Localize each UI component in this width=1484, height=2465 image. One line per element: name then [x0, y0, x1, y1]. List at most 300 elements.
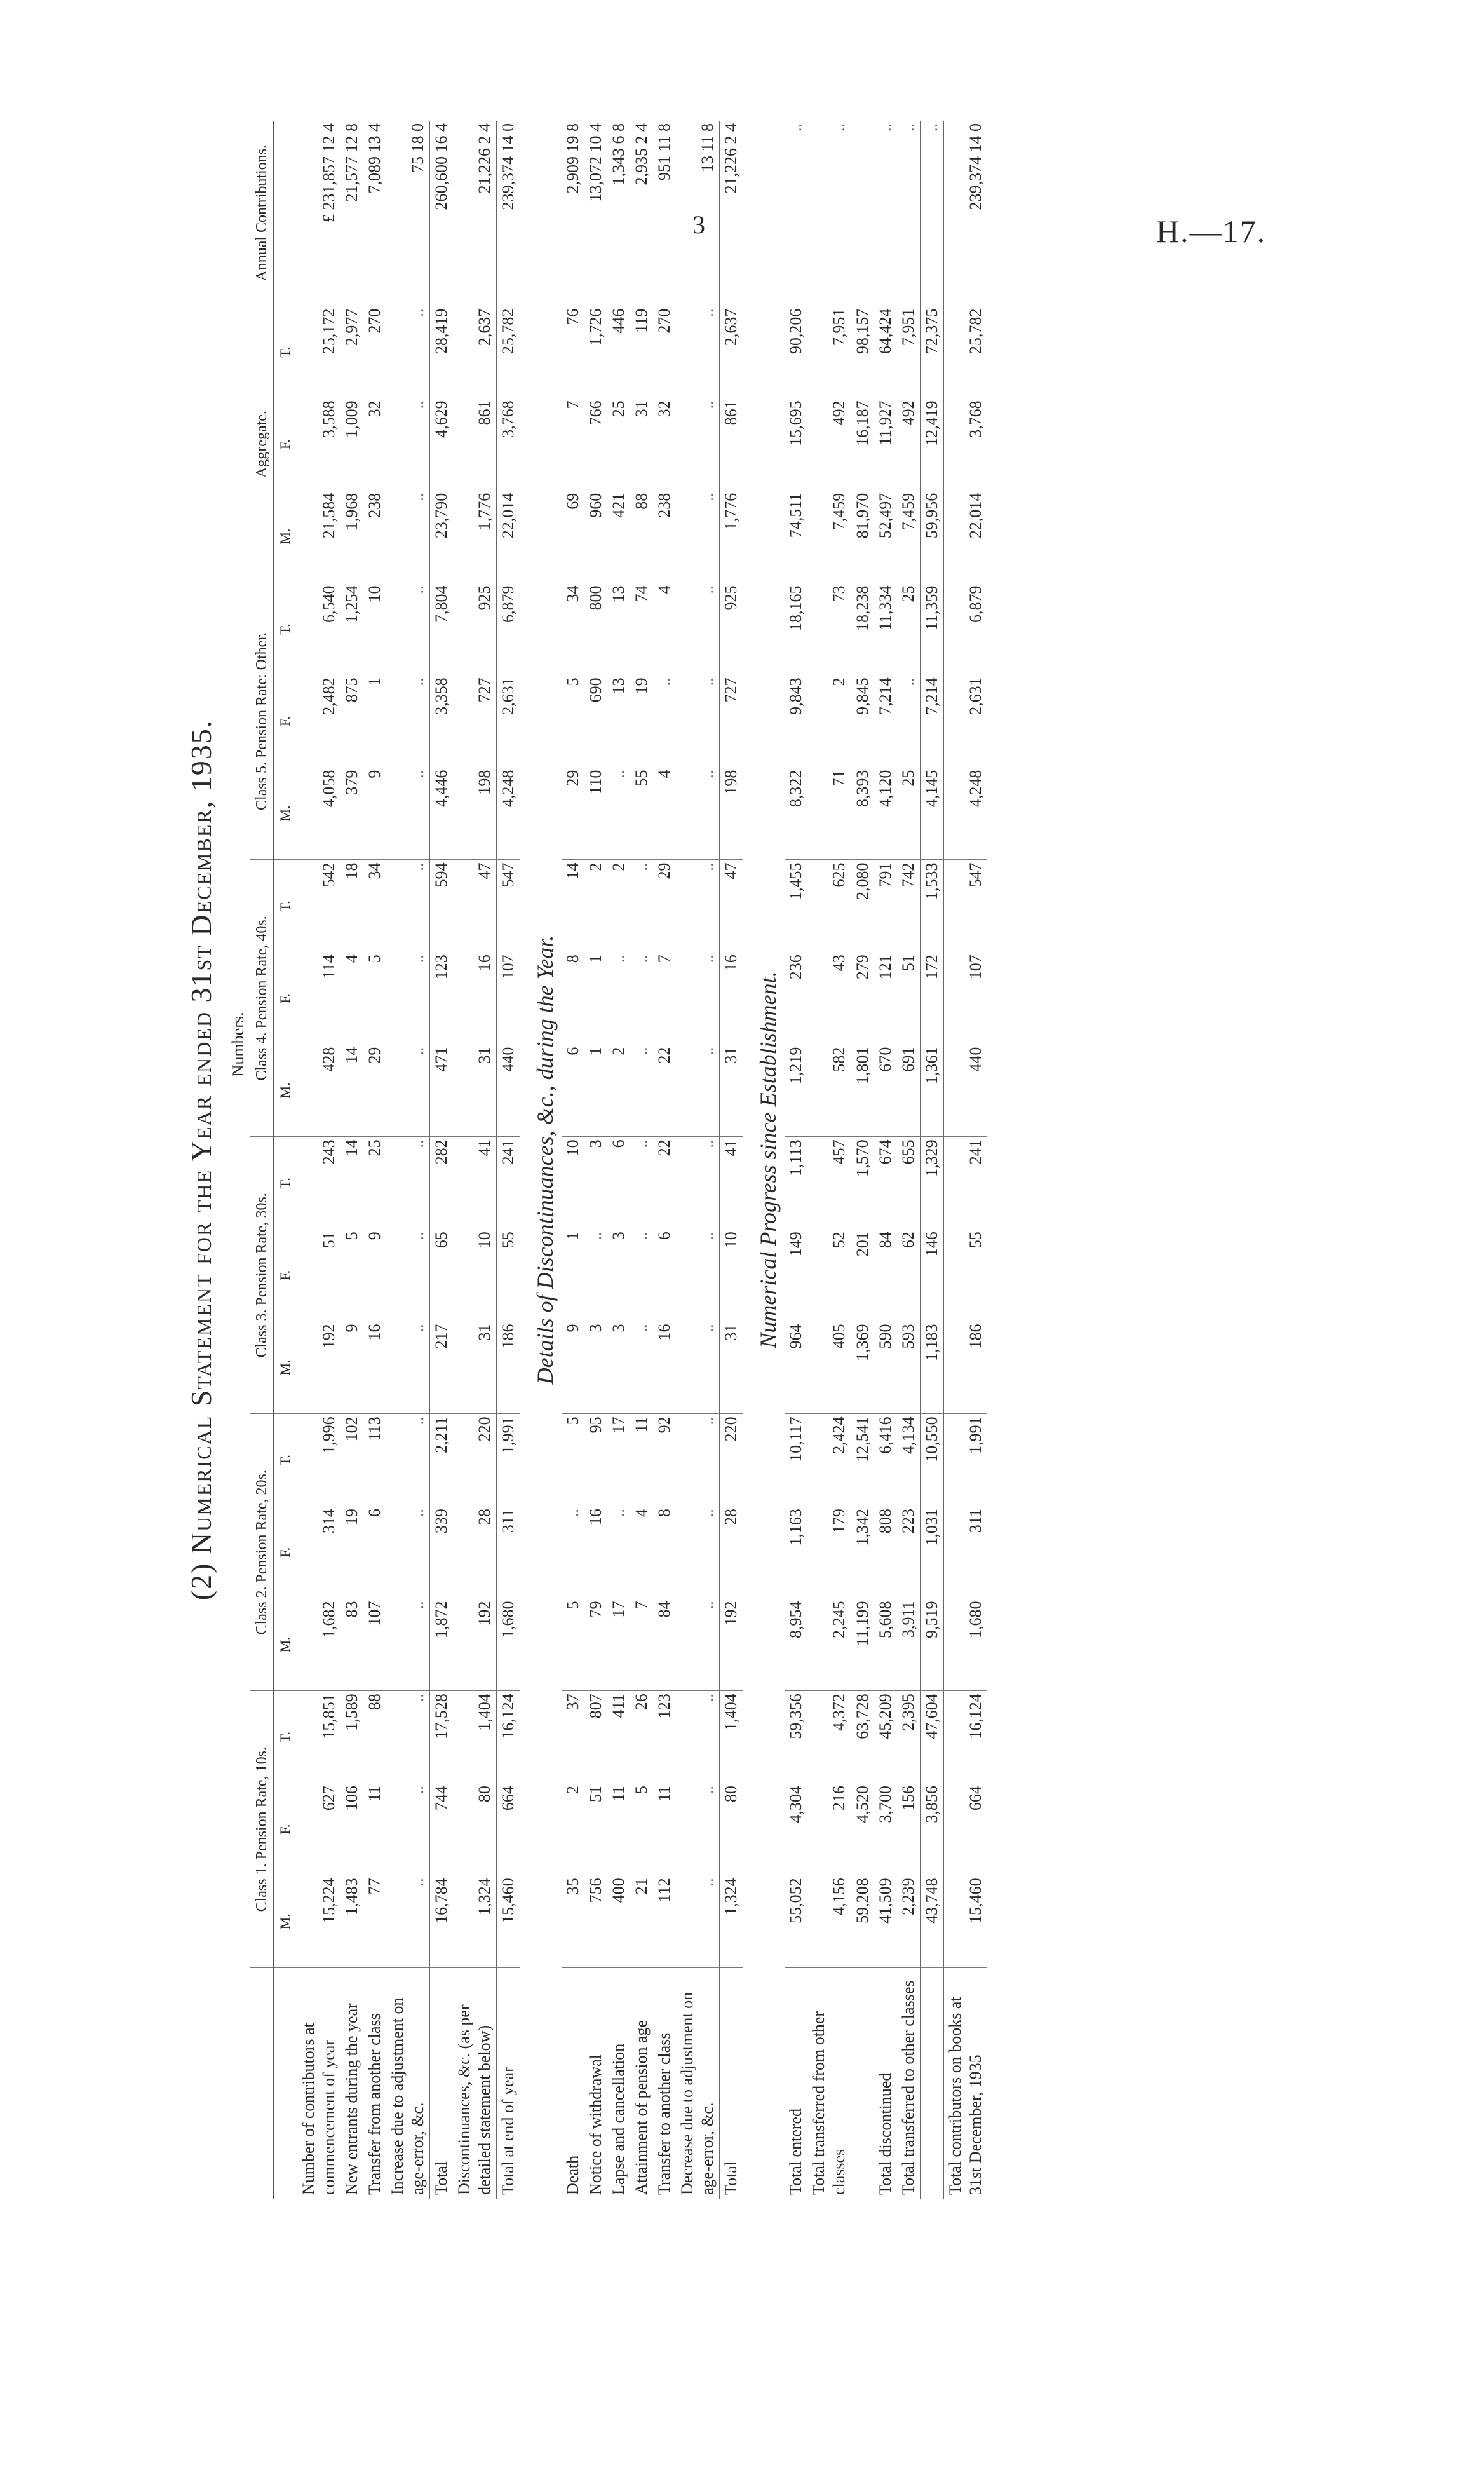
table-cell: 121	[876, 954, 894, 980]
table-cell: 21	[630, 1875, 653, 1967]
table-cell: 186	[497, 1322, 520, 1414]
table-cell: 727	[720, 675, 743, 767]
table-cell: 492	[830, 400, 848, 426]
table-cell: 84	[876, 1232, 894, 1249]
sub-header-f: F.	[274, 675, 297, 767]
table-cell: 192	[453, 1598, 497, 1690]
table-cell: 1,996	[320, 1416, 338, 1454]
table-cell: 84	[653, 1598, 676, 1690]
table-cell: 4,134	[899, 1416, 917, 1454]
table-cell: 11	[655, 1786, 673, 1802]
table-cell: 2,080	[851, 860, 875, 952]
table-cell: 279	[851, 952, 875, 1044]
table-cell: ..	[408, 1694, 427, 1702]
table-cell: ..	[386, 1045, 430, 1137]
table-cell: 2	[830, 677, 848, 686]
table-cell: 16,187	[851, 398, 875, 490]
sub-header-t: T.	[274, 1414, 297, 1506]
table-cell: 1,009	[342, 400, 361, 438]
table-cell: 28	[720, 1506, 743, 1598]
table-cell: 1,329	[921, 1137, 944, 1229]
table-cell: ..	[609, 954, 628, 963]
table-cell: 34	[365, 862, 384, 879]
table-cell: 17,528	[430, 1691, 454, 1783]
table-cell: 80	[475, 1786, 494, 1803]
table-cell: 220	[720, 1414, 743, 1506]
table-cell: 1,254	[342, 585, 361, 623]
table-cell: ..	[408, 677, 427, 686]
table-cell: 25	[365, 1139, 384, 1157]
table-cell: 52	[830, 1232, 848, 1249]
table-cell: 31	[453, 1322, 497, 1414]
table-cell: 7,804	[430, 583, 454, 675]
table-cell: 3,358	[430, 675, 454, 767]
table-cell: 2,977	[342, 308, 361, 346]
table-cell: 25,172	[320, 308, 338, 355]
table-cell: 282	[430, 1137, 454, 1229]
table-cell: ..	[874, 121, 897, 306]
table-cell: 270	[655, 308, 673, 334]
table-cell: 8,322	[785, 768, 807, 860]
table-cell: 69	[562, 491, 584, 583]
table-cell: 149	[786, 1232, 805, 1257]
table-cell: 5,608	[874, 1598, 897, 1690]
table-cell: 16,124	[944, 1691, 988, 1783]
table-cell: 861	[475, 400, 494, 426]
table-row	[676, 121, 720, 2199]
row-label: Decrease due to adjustment on age-error, &c.	[678, 1992, 717, 2195]
table-cell: 238	[363, 491, 386, 583]
table-cell: 925	[720, 583, 743, 675]
table-cell: 5	[562, 1598, 584, 1690]
table-cell: 2,211	[430, 1414, 454, 1506]
table-cell: 446	[609, 308, 628, 334]
table-cell: 1,404	[720, 1691, 743, 1783]
table-cell: 2,637	[475, 308, 494, 346]
table-cell: 29	[655, 862, 673, 879]
table-cell: ..	[676, 1598, 720, 1690]
table-cell: ..	[676, 1875, 720, 1967]
table-cell: 691	[897, 1045, 921, 1137]
table-row	[341, 121, 363, 2199]
table-cell: 51	[586, 1786, 605, 1803]
table-cell: 440	[497, 1045, 520, 1137]
table-cell: 98,157	[851, 306, 875, 398]
blank-header	[227, 1968, 250, 2199]
row-label: Increase due to adjustment on age-error, &c.	[388, 1997, 427, 2195]
table-cell: 32	[655, 400, 673, 418]
table-cell: ..	[408, 585, 427, 594]
table-cell: 16	[475, 954, 494, 972]
row-label: Death	[563, 2155, 582, 2195]
table-cell: 112	[653, 1875, 676, 1967]
table-row	[497, 121, 520, 2199]
table-cell: ..	[563, 1509, 582, 1518]
table-cell: 43	[830, 954, 848, 972]
table-cell: 71	[807, 768, 851, 860]
table-cell: 1,483	[341, 1875, 363, 1967]
table-cell: 47,604	[921, 1691, 944, 1783]
table-row	[851, 121, 875, 2199]
table-cell: 542	[320, 862, 338, 888]
table-cell: ..	[408, 1509, 427, 1518]
sub-header-f: F.	[274, 1783, 297, 1875]
table-row	[630, 121, 653, 2199]
table-cell: 7,951	[830, 308, 848, 346]
table-cell: 4,629	[430, 398, 454, 490]
table-cell: ..	[609, 1509, 628, 1518]
table-cell: 55,052	[785, 1875, 807, 1967]
table-cell: ..	[676, 491, 720, 583]
table-cell: 11,334	[876, 585, 894, 631]
table-cell: 79	[584, 1598, 607, 1690]
table-cell: 8,393	[851, 768, 875, 860]
table-cell: 311	[944, 1506, 988, 1598]
table-cell: ..	[698, 1509, 717, 1518]
table-cell: ..	[698, 1139, 717, 1148]
table-cell: 7	[563, 400, 582, 409]
row-label: Discontinuances, &c. (as per detailed statement below)	[455, 2004, 494, 2195]
table-cell: ..	[698, 677, 717, 686]
table-cell: 6	[609, 1139, 628, 1148]
table-cell: 625	[830, 862, 848, 888]
row-label: Transfer from another class	[365, 2013, 384, 2195]
numbers-header: Numbers.	[227, 121, 250, 1968]
table-cell: ..	[386, 768, 430, 860]
table-cell: 1,113	[786, 1139, 805, 1176]
table-cell: ..	[676, 1045, 720, 1137]
table-cell: 192	[720, 1598, 743, 1690]
table-cell: 3,700	[876, 1786, 894, 1823]
table-cell: 41	[720, 1137, 743, 1229]
table-cell: 440	[944, 1045, 988, 1137]
table-cell: 192	[297, 1322, 341, 1414]
table-cell: 2,395	[899, 1694, 917, 1731]
table-cell: 80	[720, 1783, 743, 1875]
table-cell: 4,120	[874, 768, 897, 860]
table-cell: 547	[944, 860, 988, 952]
group-header: Class 3. Pension Rate, 30s.	[250, 1137, 274, 1414]
table-cell: 1,570	[851, 1137, 875, 1229]
row-label: Total contributors on books at 31st December, 1935	[944, 1968, 988, 2199]
table-cell: 23,790	[430, 491, 454, 583]
table-cell: 4,156	[807, 1875, 851, 1967]
row-label: Total transferred from other classes	[809, 2011, 848, 2195]
table-cell: 6	[655, 1232, 673, 1240]
table-row	[720, 121, 743, 2199]
table-cell: 594	[430, 860, 454, 952]
table-cell: 10	[475, 1232, 494, 1249]
table-cell: 43,748	[921, 1875, 944, 1967]
table-cell: ..	[408, 1139, 427, 1148]
mft-blank	[274, 1968, 297, 2199]
table-cell: 4,058	[297, 768, 341, 860]
table-cell: 4,248	[497, 768, 520, 860]
table-cell: 7,089 13 4	[363, 121, 386, 306]
table-cell: 110	[584, 768, 607, 860]
table-cell: 471	[430, 1045, 454, 1137]
table-cell: 1,776	[720, 491, 743, 583]
table-cell: 2	[607, 1045, 630, 1137]
table-cell: 172	[921, 952, 944, 1044]
table-cell: 5	[563, 677, 582, 686]
table-cell: 7	[655, 954, 673, 963]
table-cell: 5	[365, 954, 384, 963]
row-label: Total discontinued	[876, 2072, 894, 2195]
table-cell: 3	[607, 1322, 630, 1414]
table-cell: 4,145	[921, 768, 944, 860]
group-header: Annual Contributions.	[250, 121, 274, 306]
table-cell: 21,226 2 4	[453, 121, 497, 306]
table-cell: 2,631	[944, 675, 988, 767]
table-cell: 22	[655, 1139, 673, 1157]
table-cell: 492	[899, 400, 917, 426]
table-cell: 1,369	[851, 1322, 875, 1414]
table-cell: 807	[586, 1694, 605, 1719]
table-cell: ..	[630, 1045, 653, 1137]
table-cell: 9,519	[921, 1598, 944, 1690]
table-cell: 156	[899, 1786, 917, 1811]
table-cell: 7	[630, 1598, 653, 1690]
table-cell: 1,455	[786, 862, 805, 900]
table-row	[874, 121, 897, 2199]
sub-header-t: T.	[274, 1137, 297, 1229]
sub-header-t: T.	[274, 860, 297, 952]
group-header: Class 5. Pension Rate: Other.	[250, 583, 274, 860]
table-cell: 11,199	[851, 1598, 875, 1690]
table-cell: 13,072 10 4	[584, 121, 607, 306]
table-cell: 73	[830, 585, 848, 602]
table-cell: 1,991	[944, 1414, 988, 1506]
table-cell: 107	[944, 952, 988, 1044]
table-cell: 964	[785, 1322, 807, 1414]
table-cell: 65	[430, 1229, 454, 1321]
contributions-sub-header	[274, 121, 297, 306]
table-cell: 21,584	[297, 491, 341, 583]
table-cell: ..	[632, 1139, 651, 1148]
table-cell: 217	[430, 1322, 454, 1414]
table-cell: 1	[586, 954, 605, 963]
table-cell: ..	[607, 768, 630, 860]
table-cell: 6	[365, 1509, 384, 1518]
numerical-statement-table	[227, 121, 987, 2199]
table-cell: 72,375	[921, 306, 944, 398]
table-cell: 2,482	[320, 677, 338, 715]
table-cell: 2,935 2 4	[630, 121, 653, 306]
table-cell: 16	[720, 952, 743, 1044]
table-cell: 106	[342, 1786, 361, 1811]
table-cell: 664	[497, 1783, 520, 1875]
row-label	[851, 1968, 875, 2199]
table-cell: 16	[586, 1509, 605, 1526]
table-cell: 260,600 16 4	[430, 121, 454, 306]
table-cell: 1,682	[297, 1598, 341, 1690]
table-cell: 34	[563, 585, 582, 602]
table-cell: 51	[899, 954, 917, 972]
table-cell: ..	[921, 121, 944, 306]
table-cell: ..	[386, 1598, 430, 1690]
page-number: 3	[692, 210, 705, 239]
table-cell: 6,879	[497, 583, 520, 675]
table-cell: 314	[320, 1509, 338, 1534]
table-cell: ..	[386, 491, 430, 583]
table-cell: 2,239	[897, 1875, 921, 1967]
table-cell: 28	[475, 1509, 494, 1526]
table-cell: 808	[876, 1509, 894, 1534]
table-cell: ..	[785, 121, 807, 306]
table-cell: 7,459	[807, 491, 851, 583]
table-cell: 13	[609, 585, 628, 602]
table-cell: 12,419	[921, 398, 944, 490]
table-cell: 2,424	[830, 1416, 848, 1454]
separator	[743, 121, 752, 2199]
table-cell: 925	[475, 585, 494, 611]
table-cell: 41	[475, 1139, 494, 1157]
table-cell: 9,845	[851, 675, 875, 767]
table-cell: 379	[341, 768, 363, 860]
table-cell: 9	[562, 1322, 584, 1414]
table-cell: 47	[475, 862, 494, 879]
sub-header-m: M.	[274, 1045, 297, 1137]
table-cell: 26	[632, 1694, 651, 1711]
row-label: Total transferred to other classes	[899, 1980, 917, 2195]
table-cell: 63,728	[851, 1691, 875, 1783]
row-label: Total entered	[786, 2108, 805, 2195]
table-cell: 41,509	[874, 1875, 897, 1967]
row-label: Total at end of year	[497, 1968, 520, 2199]
table-cell: 4	[342, 954, 361, 963]
table-cell: 64,424	[876, 308, 894, 355]
table-cell: 7,951	[899, 308, 917, 346]
table-cell: 35	[562, 1875, 584, 1967]
table-cell: 1,324	[453, 1875, 497, 1967]
table-cell: 670	[874, 1045, 897, 1137]
table-cell: 16,784	[430, 1875, 454, 1967]
table-cell: 3	[586, 1139, 605, 1148]
table-cell: 22,014	[497, 491, 520, 583]
table-cell: 241	[944, 1137, 988, 1229]
table-cell: 14	[563, 862, 582, 879]
table-cell: 1,533	[921, 860, 944, 952]
table-cell: 791	[876, 862, 894, 888]
table-cell: 1,342	[851, 1506, 875, 1598]
table-cell: 10	[563, 1139, 582, 1157]
table-cell: 243	[320, 1139, 338, 1165]
sub-header-m: M.	[274, 1598, 297, 1690]
table-cell: 223	[899, 1509, 917, 1534]
table-cell: ..	[632, 954, 651, 963]
table-cell: 10,117	[786, 1416, 805, 1462]
table-cell: 457	[830, 1139, 848, 1165]
table-cell: 236	[786, 954, 805, 980]
table-cell: 107	[363, 1598, 386, 1690]
table-cell: 6,416	[876, 1416, 894, 1454]
sub-header-f: F.	[274, 1229, 297, 1321]
table-cell: 31	[453, 1045, 497, 1137]
table-cell: 25,782	[944, 306, 988, 398]
statement-title: (2) Numerical Statement for the Year ended 31st December, 1935.	[185, 719, 217, 1601]
table-cell: 270	[365, 308, 384, 334]
table-row	[785, 121, 807, 2199]
row-label: Total	[720, 1968, 743, 2199]
table-cell: 13 11 8	[676, 121, 720, 306]
table-cell: 2,245	[807, 1598, 851, 1690]
table-cell: 7,214	[876, 677, 894, 715]
table-cell: 1,680	[944, 1598, 988, 1690]
table-cell: 8	[563, 954, 582, 963]
table-cell: ..	[632, 1232, 651, 1240]
table-cell: 15,460	[944, 1875, 988, 1967]
table-row	[607, 121, 630, 2199]
sub-header-m: M.	[274, 1875, 297, 1967]
table-cell: 3,588	[320, 400, 338, 438]
sub-header-t: T.	[274, 306, 297, 398]
table-cell: 960	[584, 491, 607, 583]
table-cell: 17	[607, 1598, 630, 1690]
table-cell: 14	[341, 1045, 363, 1137]
table-cell: 22	[653, 1045, 676, 1137]
table-cell: ..	[698, 1416, 717, 1425]
row-label: Lapse and cancellation	[609, 2043, 628, 2195]
table-cell: 83	[341, 1598, 363, 1690]
table-cell: 4,304	[786, 1786, 805, 1823]
table-cell: 674	[876, 1139, 894, 1165]
table-cell: 6,879	[944, 583, 988, 675]
table-cell: 875	[342, 677, 361, 703]
table-row	[584, 121, 607, 2199]
table-cell: 19	[342, 1509, 361, 1526]
table-cell: ..	[807, 121, 851, 306]
table-cell: 7,214	[921, 675, 944, 767]
table-cell: ..	[698, 1694, 717, 1702]
table-cell: ..	[698, 954, 717, 963]
row-label: New entrants during the year	[342, 2003, 361, 2195]
table-cell: ..	[408, 954, 427, 963]
table-cell: ..	[630, 1322, 653, 1414]
table-cell: 3,856	[921, 1783, 944, 1875]
table-cell: ..	[698, 862, 717, 871]
table-cell: 239,374 14 0	[944, 121, 988, 306]
table-cell: 11,359	[921, 583, 944, 675]
table-cell: 1,361	[921, 1045, 944, 1137]
table-cell: 75 18 0	[386, 121, 430, 306]
table-row	[921, 121, 944, 2199]
table-cell: 727	[475, 677, 494, 703]
group-header: Aggregate.	[250, 306, 274, 583]
row-label: Number of contributors at commencement of year	[299, 2023, 338, 2195]
rotated-statement-sheet	[184, 121, 1277, 2199]
table-cell: ..	[698, 400, 717, 409]
table-cell: ..	[655, 677, 673, 686]
table-row	[430, 121, 454, 2199]
table-cell: 238	[653, 491, 676, 583]
table-cell: 216	[830, 1786, 848, 1811]
table-cell: ..	[676, 768, 720, 860]
table-cell: ..	[408, 1786, 427, 1795]
table-cell: 1,183	[921, 1322, 944, 1414]
table-cell: 4	[653, 768, 676, 860]
table-cell: 690	[586, 677, 605, 703]
table-cell: 2	[563, 1786, 582, 1795]
table-cell: 107	[497, 952, 520, 1044]
table-cell: 2	[609, 862, 628, 871]
row-label: Notice of withdrawal	[586, 2054, 605, 2195]
table-cell: 6	[562, 1045, 584, 1137]
table-cell: 2	[586, 862, 605, 871]
table-cell: 5	[563, 1416, 582, 1425]
table-cell: 13	[609, 677, 628, 695]
table-cell: 16	[363, 1322, 386, 1414]
